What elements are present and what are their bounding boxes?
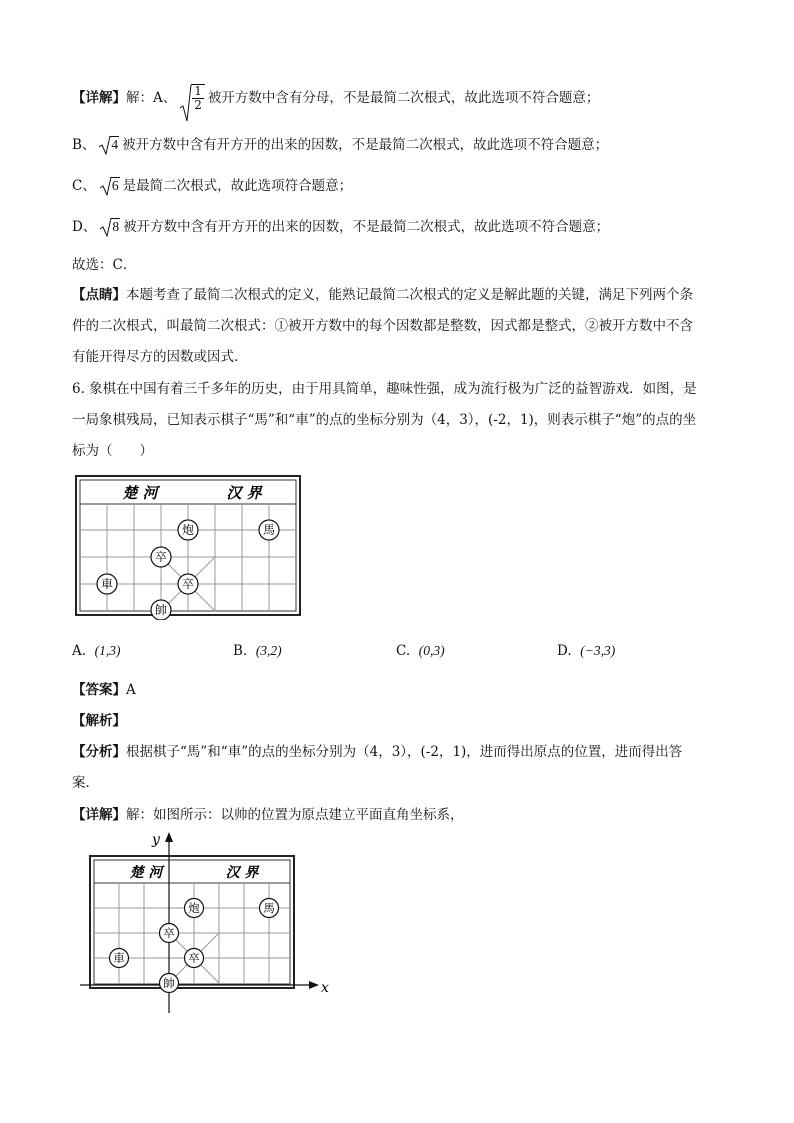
detail-choice: 故选：C． xyxy=(72,257,137,273)
answer-label: 【答案】 xyxy=(72,682,126,698)
detail-c-line xyxy=(72,176,352,196)
detail-a-prefix: 解：A、 xyxy=(126,90,177,106)
chess-board-axes-figure xyxy=(70,830,340,1020)
detail-d-line xyxy=(72,217,609,237)
detail-a-text: 被开方数中含有分母，不是最简二次根式，故此选项不符合题意； xyxy=(207,90,600,106)
fenxi-line-2: 案． xyxy=(72,775,99,791)
y-axis-label: y xyxy=(152,832,160,848)
x-axis-arrow xyxy=(309,981,319,989)
option-c[interactable]: C. (0,3) xyxy=(396,643,445,659)
piece-zu-3: 卒 xyxy=(163,926,175,940)
comment-line-1: 【点睛】本题考查了最简二次根式的定义，能熟记最简二次根式的定义是解此题的关键，满足下列两个条 xyxy=(72,287,693,303)
fenxi-label: 【分析】 xyxy=(72,744,126,760)
sqrt-6: 6 xyxy=(100,176,120,196)
x-axis-label: x xyxy=(321,980,329,996)
question-line-3: 标为（ ） xyxy=(72,443,153,459)
detail-b-text: 被开方数中含有开方开的出来的因数，不是最简二次根式，故此选项不符合题意； xyxy=(122,137,609,153)
piece-zu-1: 卒 xyxy=(154,550,168,564)
option-a[interactable]: A. (1,3) xyxy=(72,643,121,659)
fenxi-line-1: 【分析】根据棋子“馬”和“車”的点的坐标分别为（4，3），(-2，1)，进而得出原点的位置，进而得出答 xyxy=(72,744,683,760)
piece-ju: 車 xyxy=(100,577,114,591)
piece-shuai-2: 帥 xyxy=(163,976,175,990)
river-left-label-2: 楚 河 xyxy=(129,865,163,881)
detail-a-line xyxy=(72,84,599,112)
y-axis-arrow xyxy=(165,832,173,842)
detail-label: 【详解】 xyxy=(72,90,126,106)
question-line-2: 一局象棋残局，已知表示棋子“馬”和“車”的点的坐标分别为（4，3），(-2，1)，则表示棋子“炮”的点的坐 xyxy=(72,412,697,428)
comment-line-3: 有能开得尽方的因数或因式． xyxy=(72,349,248,365)
detail-c-text: 是最简二次根式，故此选项符合题意； xyxy=(122,178,353,194)
chess-board-figure xyxy=(74,474,304,620)
piece-zu-4: 卒 xyxy=(188,951,200,965)
piece-ju-2: 車 xyxy=(113,951,125,965)
comment-label: 【点睛】 xyxy=(72,287,126,303)
river-right-label: 汉 界 xyxy=(226,484,262,502)
sqrt-8: 8 xyxy=(100,217,120,237)
analysis-label: 【解析】 xyxy=(72,713,126,729)
detail-b-line xyxy=(72,135,608,155)
detail2-label: 【详解】 xyxy=(72,807,126,823)
piece-ma-2: 馬 xyxy=(263,901,275,915)
detail-d-text: 被开方数中含有开方开的出来的因数，不是最简二次根式，故此选项不符合题意； xyxy=(123,219,610,235)
option-d[interactable]: D. (−3,3) xyxy=(557,643,616,659)
frac-numerator: 1 xyxy=(194,84,202,98)
detail-c-prefix: C、 xyxy=(72,178,96,194)
piece-pao: 炮 xyxy=(181,523,195,537)
sqrt-one-half xyxy=(180,84,205,112)
detail-d-prefix: D、 xyxy=(72,219,97,235)
river-left-label: 楚 河 xyxy=(122,484,158,502)
piece-zu-2: 卒 xyxy=(181,577,195,591)
question-line-1: 6. 象棋在中国有着三千多年的历史，由于用具简单，趣味性强，成为流行极为广泛的益智游戏．如图，是 xyxy=(72,381,697,397)
detail2-line: 【详解】解：如图所示：以帅的位置为原点建立平面直角坐标系， xyxy=(72,807,464,823)
answer-line xyxy=(72,680,136,700)
option-b[interactable]: B. (3,2) xyxy=(233,643,282,659)
sqrt-4: 4 xyxy=(99,135,119,155)
comment-line-2: 件的二次根式，叫最简二次根式：①被开方数中的每个因数都是整数，因式都是整式，②被开方数中不含 xyxy=(72,318,693,334)
piece-shuai: 帥 xyxy=(154,603,168,617)
piece-pao-2: 炮 xyxy=(188,901,200,915)
frac-denominator: 2 xyxy=(194,98,202,112)
river-right-label-2: 汉 界 xyxy=(225,865,259,881)
piece-ma: 馬 xyxy=(262,523,276,537)
answer-value: A xyxy=(126,682,136,698)
detail-b-prefix: B、 xyxy=(72,137,96,153)
